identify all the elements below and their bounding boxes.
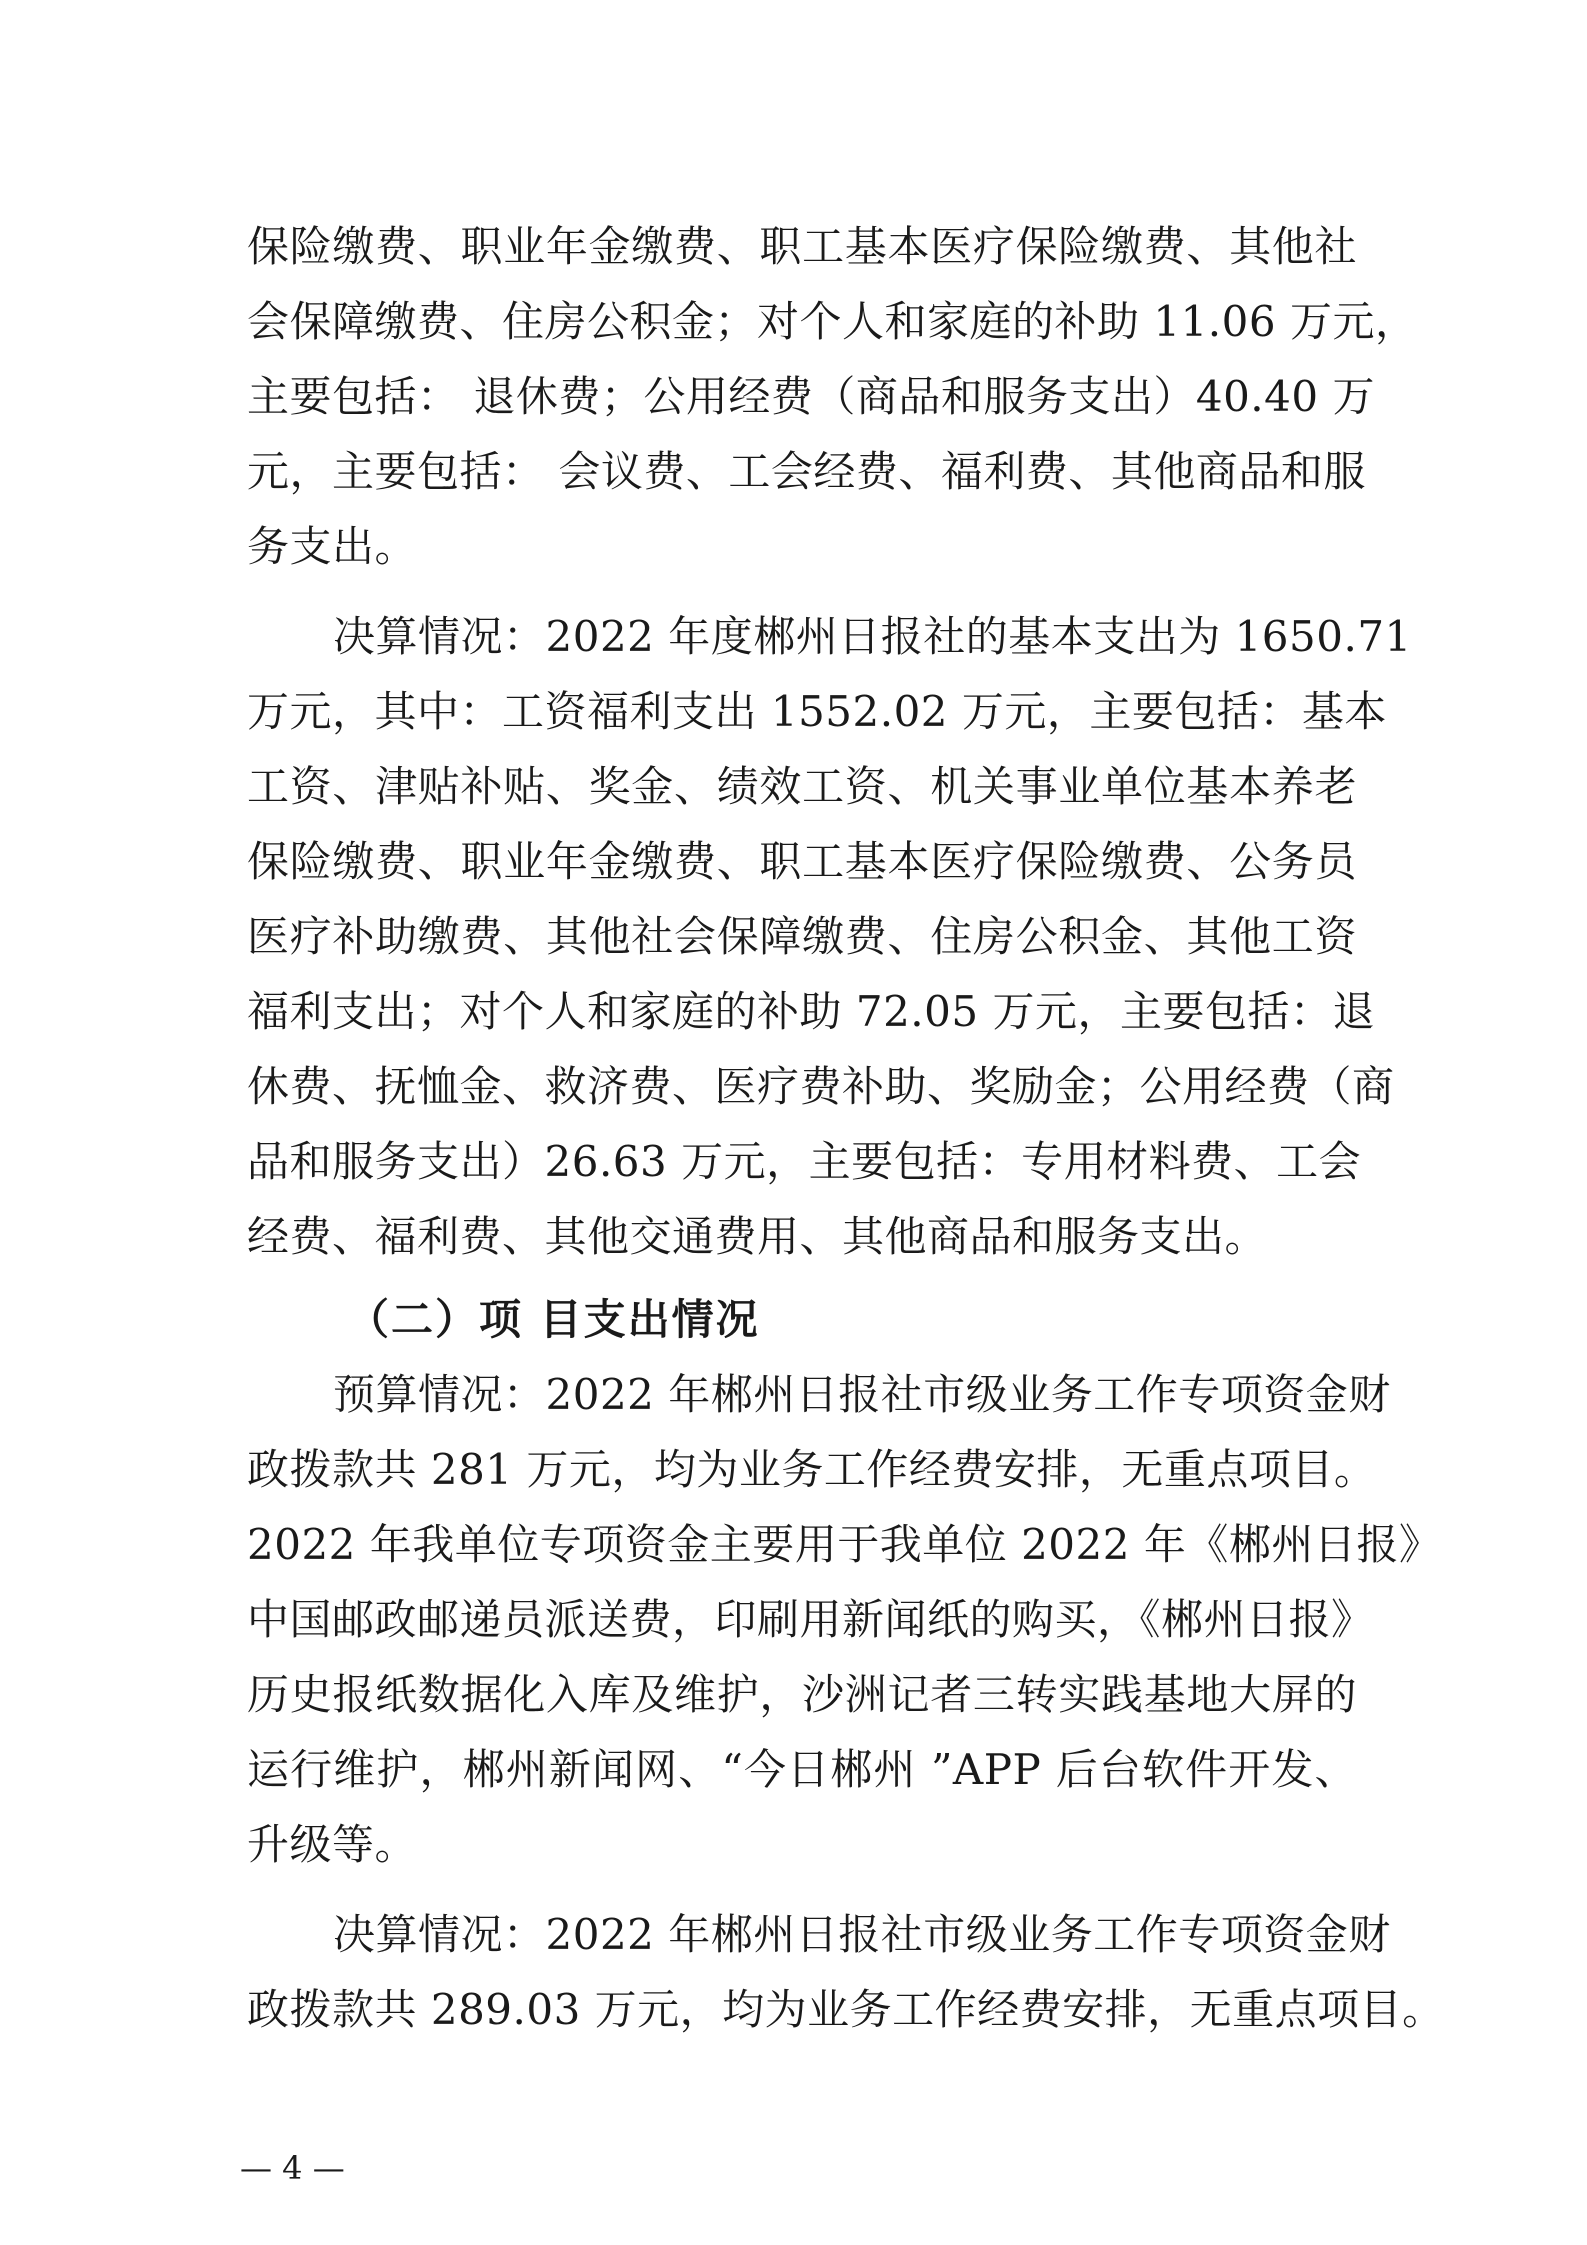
paragraph-line: 预算情况：2022 年郴州日报社市级业务工作专项资金财	[333, 1370, 1391, 1419]
paragraph-line: 务支出。	[247, 522, 418, 571]
paragraph-line: 2022 年我单位专项资金主要用于我单位 2022 年《郴州日报》	[247, 1520, 1442, 1569]
paragraph-line: 会保障缴费、住房公积金；对个人和家庭的补助 11.06 万元，	[247, 297, 1418, 346]
paragraph-line: 决算情况：2022 年郴州日报社市级业务工作专项资金财	[333, 1910, 1391, 1959]
paragraph-line: 经费、福利费、其他交通费用、其他商品和服务支出。	[247, 1212, 1268, 1261]
paragraph-line: 政拨款共 289.03 万元，均为业务工作经费安排，无重点项目。	[247, 1985, 1445, 2034]
paragraph-line: 福利支出；对个人和家庭的补助 72.05 万元，主要包括：退	[247, 987, 1375, 1036]
paragraph-line: 元，主要包括： 会议费、工会经费、福利费、其他商品和服	[247, 447, 1366, 496]
paragraph-line: 保险缴费、职业年金缴费、职工基本医疗保险缴费、公务员	[247, 837, 1357, 886]
page-number: — 4 —	[240, 2149, 345, 2187]
paragraph-line: 医疗补助缴费、其他社会保障缴费、住房公积金、其他工资	[247, 912, 1357, 961]
paragraph-line: 品和服务支出）26.63 万元，主要包括：专用材料费、工会	[247, 1137, 1362, 1186]
paragraph-line: 历史报纸数据化入库及维护，沙洲记者三转实践基地大屏的	[247, 1670, 1357, 1719]
paragraph-line: 休费、抚恤金、救济费、医疗费补助、奖励金；公用经费（商	[247, 1062, 1395, 1111]
paragraph-line: 运行维护，郴州新闻网、“今日郴州 ”APP 后台软件开发、	[247, 1745, 1357, 1794]
paragraph-line: 决算情况：2022 年度郴州日报社的基本支出为 1650.71	[333, 612, 1412, 661]
paragraph-line: 升级等。	[247, 1820, 418, 1869]
paragraph-line: 万元，其中：工资福利支出 1552.02 万元，主要包括：基本	[247, 687, 1387, 736]
paragraph-line: 中国邮政邮递员派送费，印刷用新闻纸的购买，《郴州日报》	[247, 1595, 1374, 1644]
paragraph-line: 政拨款共 281 万元，均为业务工作经费安排，无重点项目。	[247, 1445, 1377, 1494]
paragraph-line: 工资、津贴补贴、奖金、绩效工资、机关事业单位基本养老	[247, 762, 1357, 811]
paragraph-line: 保险缴费、职业年金缴费、职工基本医疗保险缴费、其他社	[247, 222, 1357, 271]
paragraph-line: 主要包括： 退休费；公用经费（商品和服务支出）40.40 万	[247, 372, 1375, 421]
section-heading: （二）项 目支出情况	[347, 1295, 760, 1344]
